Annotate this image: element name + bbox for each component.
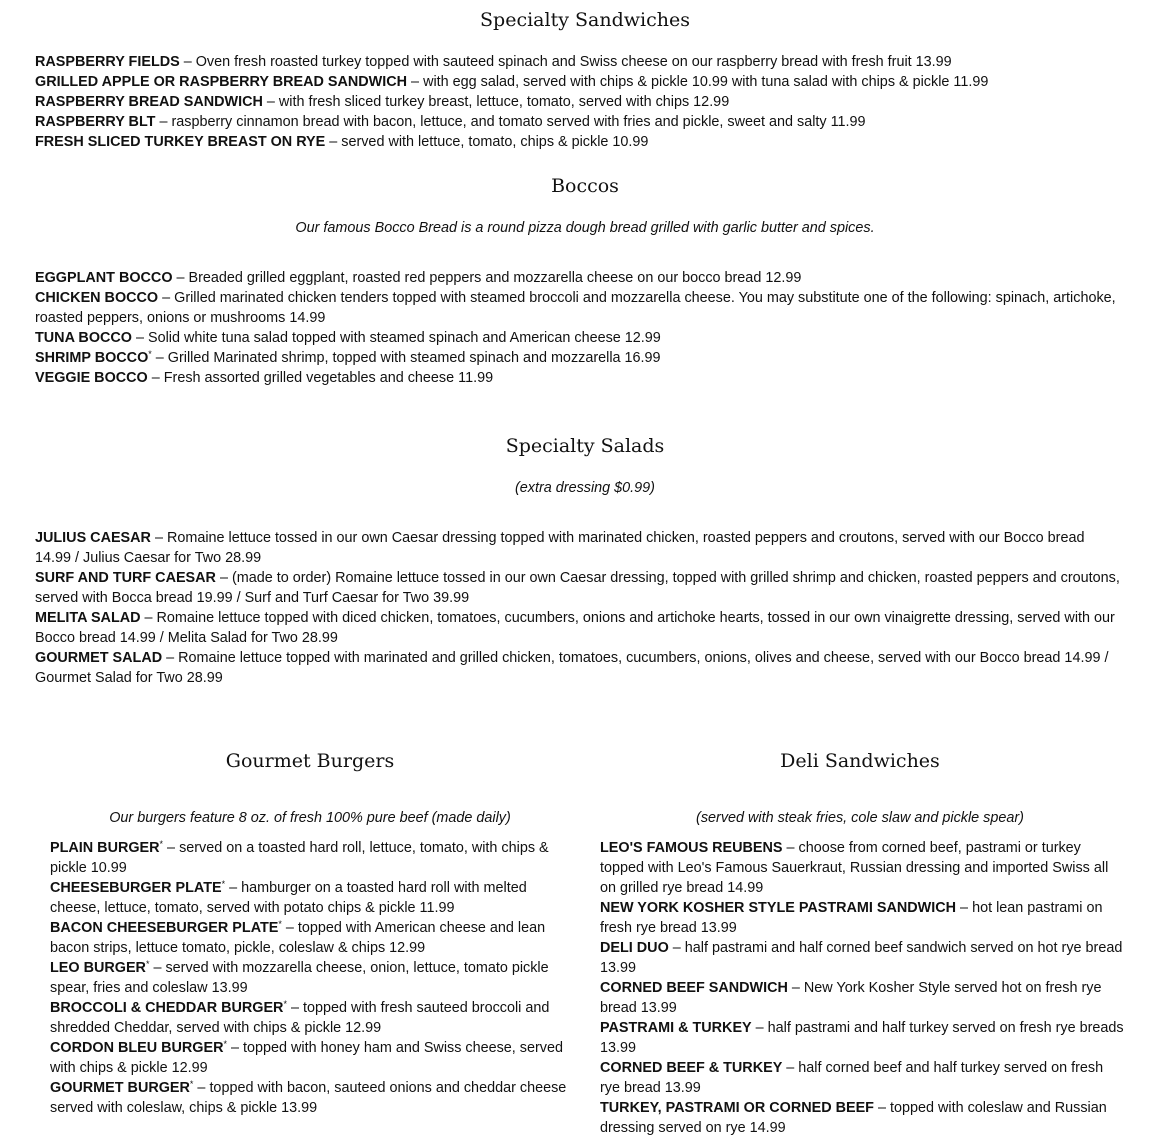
menu-item: TUNA BOCCO – Solid white tuna salad topped with steamed spinach and American cheese 12.99 bbox=[35, 330, 661, 346]
menu-item-name: RASPBERRY BLT bbox=[35, 114, 156, 130]
menu-item: GOURMET BURGER* – topped with bacon, sauteed onions and cheddar cheese served with coleslaw, chips & pickle 13.99 bbox=[50, 1079, 567, 1116]
menu-item-name: VEGGIE BOCCO bbox=[35, 370, 148, 386]
menu-item-description: Romaine lettuce tossed in our own Caesar dressing topped with marinated chicken, roasted peppers and croutons, served with our Bocco bread 14.99 / Julius Caesar for Two 28.99 bbox=[35, 530, 1085, 566]
menu-item-name: CORNED BEEF & TURKEY bbox=[600, 1060, 783, 1076]
menu-item-description: Fresh assorted grilled vegetables and cheese 11.99 bbox=[163, 370, 494, 386]
menu-item-name: DELI DUO bbox=[600, 940, 669, 956]
menu-item-description: half corned beef and half turkey served on fresh rye bread 13.99 bbox=[600, 1060, 1104, 1096]
menu-item: TURKEY, PASTRAMI OR CORNED BEEF – topped with coleslaw and Russian dressing served on rye 14.99 bbox=[600, 1100, 1107, 1136]
menu-item: DELI DUO – half pastrami and half corned beef sandwich served on hot rye bread 13.99 bbox=[600, 940, 1123, 976]
menu-item-name: LEO'S FAMOUS REUBENS bbox=[600, 840, 783, 856]
menu-item: PLAIN BURGER* – served on a toasted hard roll, lettuce, tomato, with chips & pickle 10.99 bbox=[50, 839, 549, 876]
menu-item-name: JULIUS CAESAR bbox=[35, 530, 151, 546]
menu-item: BROCCOLI & CHEDDAR BURGER* – topped with fresh sauteed broccoli and shredded Cheddar, served with chips & pickle 12.99 bbox=[50, 999, 550, 1036]
menu-item: LEO'S FAMOUS REUBENS – choose from corned beef, pastrami or turkey topped with Leo's Famous Sauerkraut, Russian dressing and imported Swiss all on grilled rye bread 14.99 bbox=[600, 840, 1109, 896]
menu-item-description: (made to order) Romaine lettuce tossed in our own Caesar dressing, topped with grilled shrimp and chicken, roasted peppers and croutons, served with Bocca bread 19.99 / Surf and Turf Caesar for Two 39.99 bbox=[35, 570, 1120, 606]
menu-item-name: CHEESEBURGER PLATE bbox=[50, 880, 222, 896]
specialty-sandwiches-list bbox=[35, 52, 1120, 152]
menu-item-name: NEW YORK KOSHER STYLE PASTRAMI SANDWICH bbox=[600, 900, 957, 916]
menu-item: EGGPLANT BOCCO – Breaded grilled eggplant, roasted red peppers and mozzarella cheese on our bocco bread 12.99 bbox=[35, 270, 802, 286]
menu-item-name: MELITA SALAD bbox=[35, 610, 141, 626]
menu-item-description: Oven fresh roasted turkey topped with sauteed spinach and Swiss cheese on our raspberry bread with fresh fruit 13.99 bbox=[195, 54, 952, 70]
menu-item-name: BROCCOLI & CHEDDAR BURGER bbox=[50, 1000, 284, 1016]
menu-item: CORNED BEEF & TURKEY – half corned beef and half turkey served on fresh rye bread 13.99 bbox=[600, 1060, 1104, 1096]
menu-item-marker: * bbox=[189, 1079, 194, 1089]
menu-item-description: topped with American cheese and lean bacon strips, lettuce tomato, pickle, coleslaw & chips 12.99 bbox=[50, 920, 546, 956]
menu-item-name: CHICKEN BOCCO bbox=[35, 290, 159, 306]
menu-item-name: TUNA BOCCO bbox=[35, 330, 132, 346]
menu-item-name: TURKEY, PASTRAMI OR CORNED BEEF bbox=[600, 1100, 874, 1116]
menu-item-description: half pastrami and half turkey served on fresh rye breads 13.99 bbox=[600, 1020, 1124, 1056]
menu-item-name: GOURMET BURGER bbox=[50, 1080, 190, 1096]
menu-item: CHEESEBURGER PLATE* – hamburger on a toasted hard roll with melted cheese, lettuce, tomato, served with potato chips & pickle 11.99 bbox=[50, 879, 527, 916]
menu-item-name: CORNED BEEF SANDWICH bbox=[600, 980, 788, 996]
menu-item-marker: * bbox=[145, 959, 150, 969]
menu-item: SHRIMP BOCCO* – Grilled Marinated shrimp, topped with steamed spinach and mozzarella 16.99 bbox=[35, 349, 661, 366]
boccos-intro: Our famous Bocco Bread is a round pizza dough bread grilled with garlic butter and spices. bbox=[295, 220, 875, 236]
menu-item-description: served on a toasted hard roll, lettuce, tomato, with chips & pickle 10.99 bbox=[50, 840, 549, 876]
menu-item-marker: * bbox=[278, 919, 282, 929]
menu-item-description: Breaded grilled eggplant, roasted red peppers and mozzarella cheese on our bocco bread 12.99 bbox=[188, 270, 802, 286]
specialty-salads-intro: (extra dressing $0.99) bbox=[515, 480, 655, 496]
menu-item: SURF AND TURF CAESAR – (made to order) Romaine lettuce tossed in our own Caesar dressing, topped with grilled shrimp and chicken, roasted peppers and croutons, served with Bocca bread 19.99 / Surf and Turf Caesar for Two 39.99 bbox=[35, 570, 1120, 606]
menu-item-name: RASPBERRY FIELDS bbox=[35, 54, 180, 70]
menu-item-name: CORDON BLEU BURGER bbox=[50, 1040, 224, 1056]
menu-item-description: with fresh sliced turkey breast, lettuce, tomato, served with chips 12.99 bbox=[278, 94, 730, 110]
menu-item-description: hot lean pastrami on fresh rye bread 13.99 bbox=[600, 900, 1103, 936]
menu-item-description: topped with bacon, sauteed onions and cheddar cheese served with coleslaw, chips & pickle 13.99 bbox=[50, 1080, 567, 1116]
menu-item: VEGGIE BOCCO – Fresh assorted grilled vegetables and cheese 11.99 bbox=[35, 370, 494, 386]
menu-item-description: Grilled Marinated shrimp, topped with steamed spinach and mozzarella 16.99 bbox=[167, 350, 661, 366]
menu-item-marker: * bbox=[221, 879, 226, 889]
menu-item: RASPBERRY BREAD SANDWICH – with fresh sliced turkey breast, lettuce, tomato, served with chips 12.99 bbox=[35, 94, 730, 110]
menu-item-description: with egg salad, served with chips & pickle 10.99 with tuna salad with chips & pickle 11.99 bbox=[423, 74, 989, 90]
menu-item-description: topped with fresh sauteed broccoli and shredded Cheddar, served with chips & pickle 12.99 bbox=[50, 1000, 550, 1036]
boccos-list bbox=[35, 268, 1120, 388]
menu-item-name: RASPBERRY BREAD SANDWICH bbox=[35, 94, 263, 110]
menu-item: RASPBERRY BLT – raspberry cinnamon bread with bacon, lettuce, and tomato served with fries and pickle, sweet and salty 11.99 bbox=[35, 114, 866, 130]
specialty-salads-list bbox=[35, 528, 1120, 688]
menu-item: LEO BURGER* – served with mozzarella cheese, onion, lettuce, tomato pickle spear, fries and coleslaw 13.99 bbox=[50, 959, 549, 996]
menu-item-description: topped with coleslaw and Russian dressing served on rye 14.99 bbox=[600, 1100, 1107, 1136]
menu-item-marker: * bbox=[148, 349, 152, 359]
menu-item-name: GOURMET SALAD bbox=[35, 650, 163, 666]
deli-sandwiches-intro: (served with steak fries, cole slaw and pickle spear) bbox=[696, 810, 1024, 826]
menu-item-description: served with mozzarella cheese, onion, lettuce, tomato pickle spear, fries and coleslaw 13.99 bbox=[50, 960, 549, 996]
menu-item: FRESH SLICED TURKEY BREAST ON RYE – served with lettuce, tomato, chips & pickle 10.99 bbox=[35, 134, 649, 150]
deli-sandwiches-list bbox=[600, 838, 1125, 1138]
menu-item-name: FRESH SLICED TURKEY BREAST ON RYE bbox=[35, 134, 326, 150]
menu-item: JULIUS CAESAR – Romaine lettuce tossed in our own Caesar dressing topped with marinated chicken, roasted peppers and croutons, served with our Bocco bread 14.99 / Julius Caesar for Two 28.99 bbox=[35, 530, 1085, 566]
menu-item-name: LEO BURGER bbox=[50, 960, 146, 976]
menu-item-description: Romaine lettuce topped with marinated and grilled chicken, tomatoes, cucumbers, onions, olives and cheese, served with our Bocco bread 14.99 / Gourmet Salad for Two 28.99 bbox=[35, 650, 1109, 686]
menu-item: CHICKEN BOCCO – Grilled marinated chicken tenders topped with steamed broccoli and mozzarella cheese. You may substitute one of the following: spinach, artichoke, roasted peppers, onions or mushrooms 14.99 bbox=[35, 290, 1116, 326]
section-title-boccos: Boccos bbox=[551, 175, 619, 197]
menu-item-description: hamburger on a toasted hard roll with melted cheese, lettuce, tomato, served with potato chips & pickle 11.99 bbox=[50, 880, 527, 916]
menu-item-description: topped with honey ham and Swiss cheese, served with chips & pickle 12.99 bbox=[50, 1040, 563, 1076]
menu-item-description: Solid white tuna salad topped with steamed spinach and American cheese 12.99 bbox=[148, 330, 661, 346]
menu-item-description: Grilled marinated chicken tenders topped with steamed broccoli and mozzarella cheese. You may substitute one of the following: spinach, artichoke, roasted peppers, onions or mushrooms 14.99 bbox=[35, 290, 1116, 326]
menu-item: GOURMET SALAD – Romaine lettuce topped with marinated and grilled chicken, tomatoes, cucumbers, onions, olives and cheese, served with our Bocco bread 14.99 / Gourmet Salad for Two 28.99 bbox=[35, 650, 1109, 686]
menu-item-name: SHRIMP BOCCO bbox=[35, 350, 149, 366]
gourmet-burgers-list bbox=[50, 838, 575, 1118]
menu-item: RASPBERRY FIELDS – Oven fresh roasted turkey topped with sauteed spinach and Swiss cheese on our raspberry bread with fresh fruit 13.99 bbox=[35, 54, 952, 70]
menu-item-name: PASTRAMI & TURKEY bbox=[600, 1020, 752, 1036]
menu-item-description: New York Kosher Style served hot on fresh rye bread 13.99 bbox=[600, 980, 1102, 1016]
menu-item-description: half pastrami and half corned beef sandwich served on hot rye bread 13.99 bbox=[600, 940, 1123, 976]
section-title-deli-sandwiches: Deli Sandwiches bbox=[780, 750, 940, 772]
menu-item-marker: * bbox=[283, 999, 287, 1009]
menu-item-marker: * bbox=[159, 839, 164, 849]
menu-item: PASTRAMI & TURKEY – half pastrami and half turkey served on fresh rye breads 13.99 bbox=[600, 1020, 1124, 1056]
menu-item: BACON CHEESEBURGER PLATE* – topped with American cheese and lean bacon strips, lettuce tomato, pickle, coleslaw & chips 12.99 bbox=[50, 919, 546, 956]
menu-item-description: Romaine lettuce topped with diced chicken, tomatoes, cucumbers, onions and artichoke hearts, tossed in our own vinaigrette dressing, served with our Bocco bread 14.99 / Melita Salad for Two 28.99 bbox=[35, 610, 1115, 646]
menu-item: CORDON BLEU BURGER* – topped with honey ham and Swiss cheese, served with chips & pickle 12.99 bbox=[50, 1039, 563, 1076]
section-title-gourmet-burgers: Gourmet Burgers bbox=[225, 750, 395, 772]
menu-item-name: SURF AND TURF CAESAR bbox=[35, 570, 216, 586]
menu-item-marker: * bbox=[223, 1039, 228, 1049]
gourmet-burgers-intro: Our burgers feature 8 oz. of fresh 100% pure beef (made daily) bbox=[109, 810, 511, 826]
menu-item-name: BACON CHEESEBURGER PLATE bbox=[50, 920, 279, 936]
menu-item-name: EGGPLANT BOCCO bbox=[35, 270, 173, 286]
menu-item: MELITA SALAD – Romaine lettuce topped with diced chicken, tomatoes, cucumbers, onions and artichoke hearts, tossed in our own vinaigrette dressing, served with our Bocco bread 14.99 / Melita Salad for Two 28.99 bbox=[35, 610, 1115, 646]
section-title-specialty-sandwiches: Specialty Sandwiches bbox=[480, 9, 690, 31]
menu-item: NEW YORK KOSHER STYLE PASTRAMI SANDWICH – hot lean pastrami on fresh rye bread 13.99 bbox=[600, 900, 1103, 936]
menu-item-name: PLAIN BURGER bbox=[50, 840, 160, 856]
menu-item-name: GRILLED APPLE OR RASPBERRY BREAD SANDWICH bbox=[35, 74, 408, 90]
menu-item-description: raspberry cinnamon bread with bacon, lettuce, and tomato served with fries and pickle, sweet and salty 11.99 bbox=[171, 114, 866, 130]
menu-item-description: served with lettuce, tomato, chips & pickle 10.99 bbox=[341, 134, 649, 150]
section-title-specialty-salads: Specialty Salads bbox=[505, 435, 665, 457]
menu-item: GRILLED APPLE OR RASPBERRY BREAD SANDWICH – with egg salad, served with chips & pickle 10.99 with tuna salad with chips & pickle 11.99 bbox=[35, 74, 989, 90]
menu-item-description: choose from corned beef, pastrami or turkey topped with Leo's Famous Sauerkraut, Russian dressing and imported Swiss all on grilled rye bread 14.99 bbox=[600, 840, 1109, 896]
menu-item: CORNED BEEF SANDWICH – New York Kosher Style served hot on fresh rye bread 13.99 bbox=[600, 980, 1102, 1016]
